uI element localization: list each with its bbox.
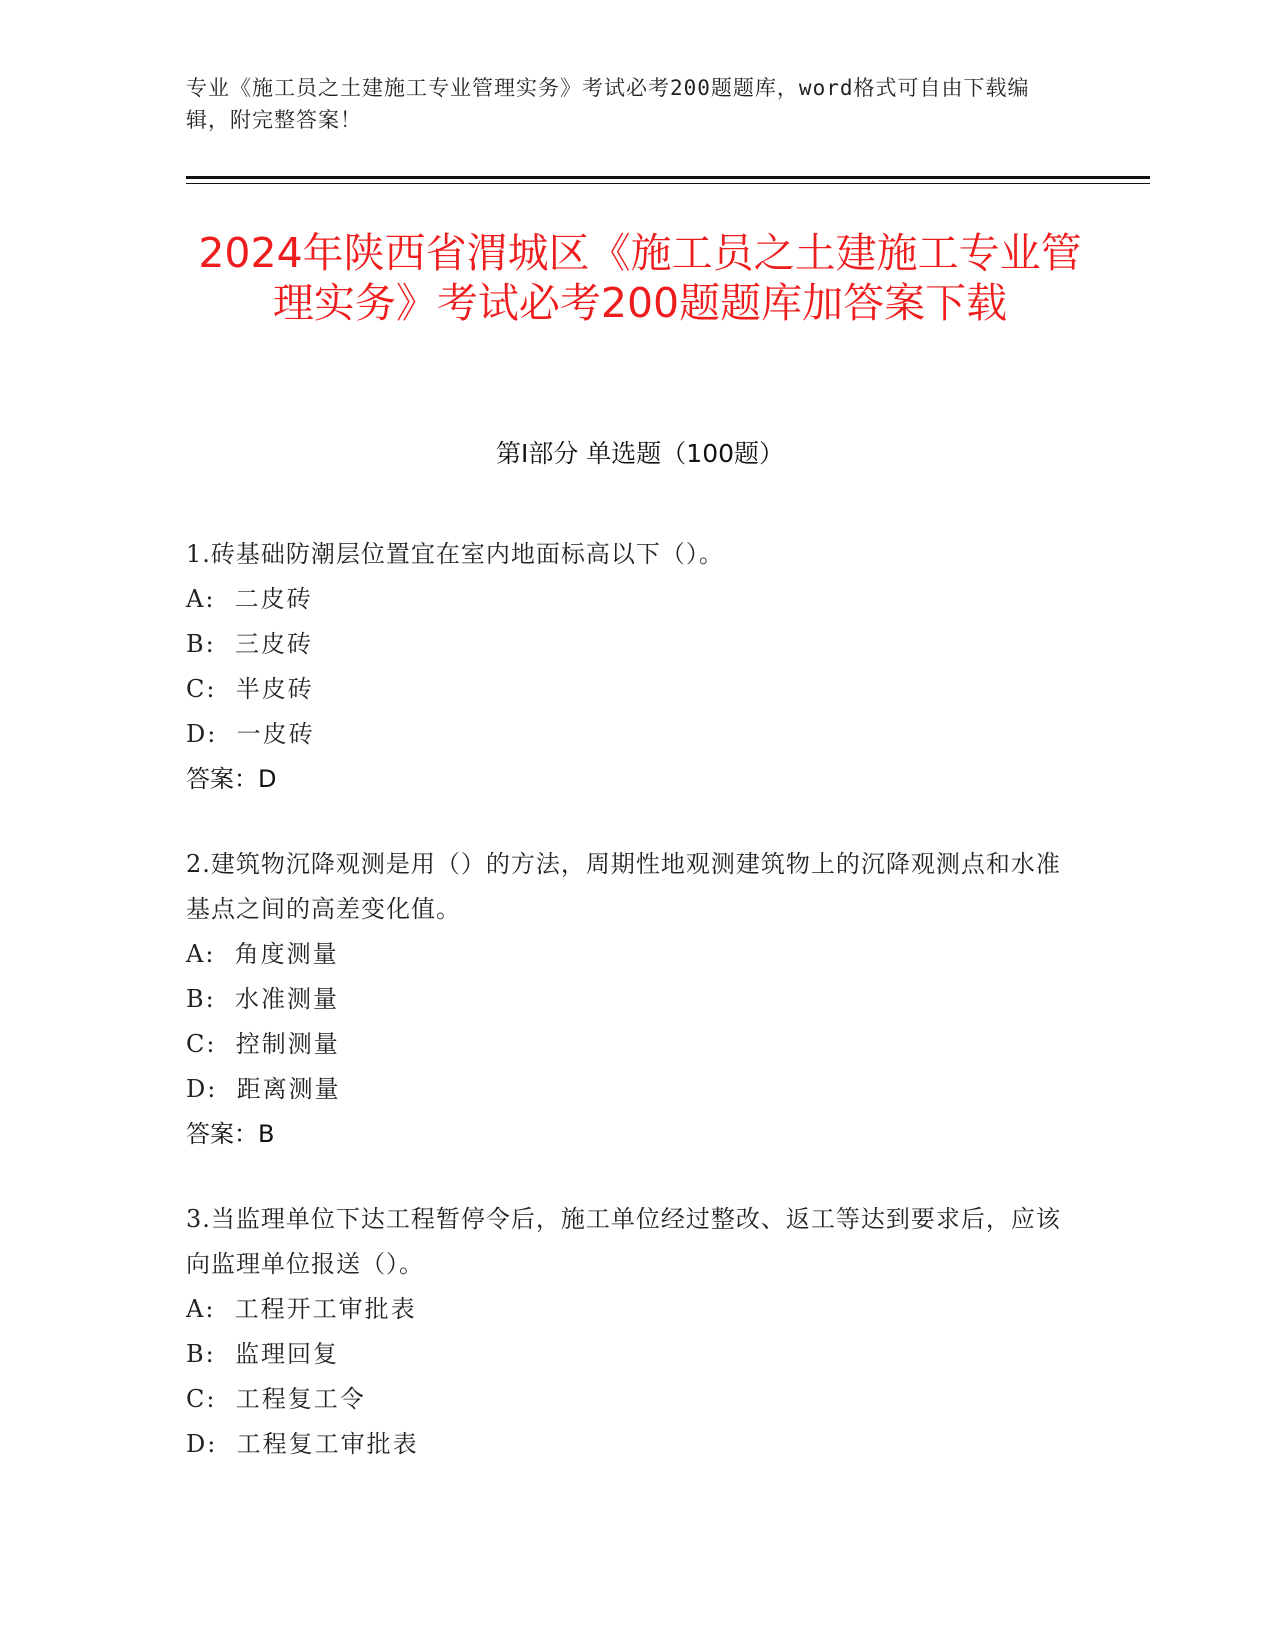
option-b: B: 三皮砖 [186, 630, 313, 658]
option-d: D: 一皮砖 [186, 720, 315, 748]
answer: 答案：D [186, 765, 277, 793]
question-1 [186, 532, 1066, 802]
header-divider-thick [186, 176, 1150, 179]
question-2 [186, 842, 1066, 1157]
section-heading: 第I部分 单选题（100题） [495, 439, 785, 468]
question-3 [186, 1197, 1066, 1467]
question-list [186, 532, 1066, 1507]
question-stem: 3.当监理单位下达工程暂停令后，施工单位经过整改、返工等达到要求后，应该向监理单位报送（）。 [186, 1205, 1061, 1278]
header-note: 专业《施工员之土建施工专业管理实务》考试必考200题题库，word格式可自由下载编辑，附完整答案！ [186, 76, 1030, 132]
option-c: C: 工程复工令 [186, 1385, 366, 1413]
option-c: C: 半皮砖 [186, 675, 314, 703]
option-a: A: 角度测量 [186, 940, 339, 968]
header-divider-thin [186, 183, 1150, 184]
option-b: B: 水准测量 [186, 985, 339, 1013]
option-d: D: 距离测量 [186, 1075, 341, 1103]
document-title: 2024年陕西省渭城区《施工员之土建施工专业管理实务》考试必考200题题库加答案下载 [198, 229, 1082, 327]
option-a: A: 工程开工审批表 [186, 1295, 417, 1323]
option-b: B: 监理回复 [186, 1340, 339, 1368]
question-stem: 2.建筑物沉降观测是用（）的方法，周期性地观测建筑物上的沉降观测点和水准基点之间的高差变化值。 [186, 850, 1061, 923]
question-stem: 1.砖基础防潮层位置宜在室内地面标高以下（）。 [186, 540, 724, 568]
option-d: D: 工程复工审批表 [186, 1430, 419, 1458]
answer: 答案：B [186, 1120, 275, 1148]
option-c: C: 控制测量 [186, 1030, 340, 1058]
option-a: A: 二皮砖 [186, 585, 313, 613]
